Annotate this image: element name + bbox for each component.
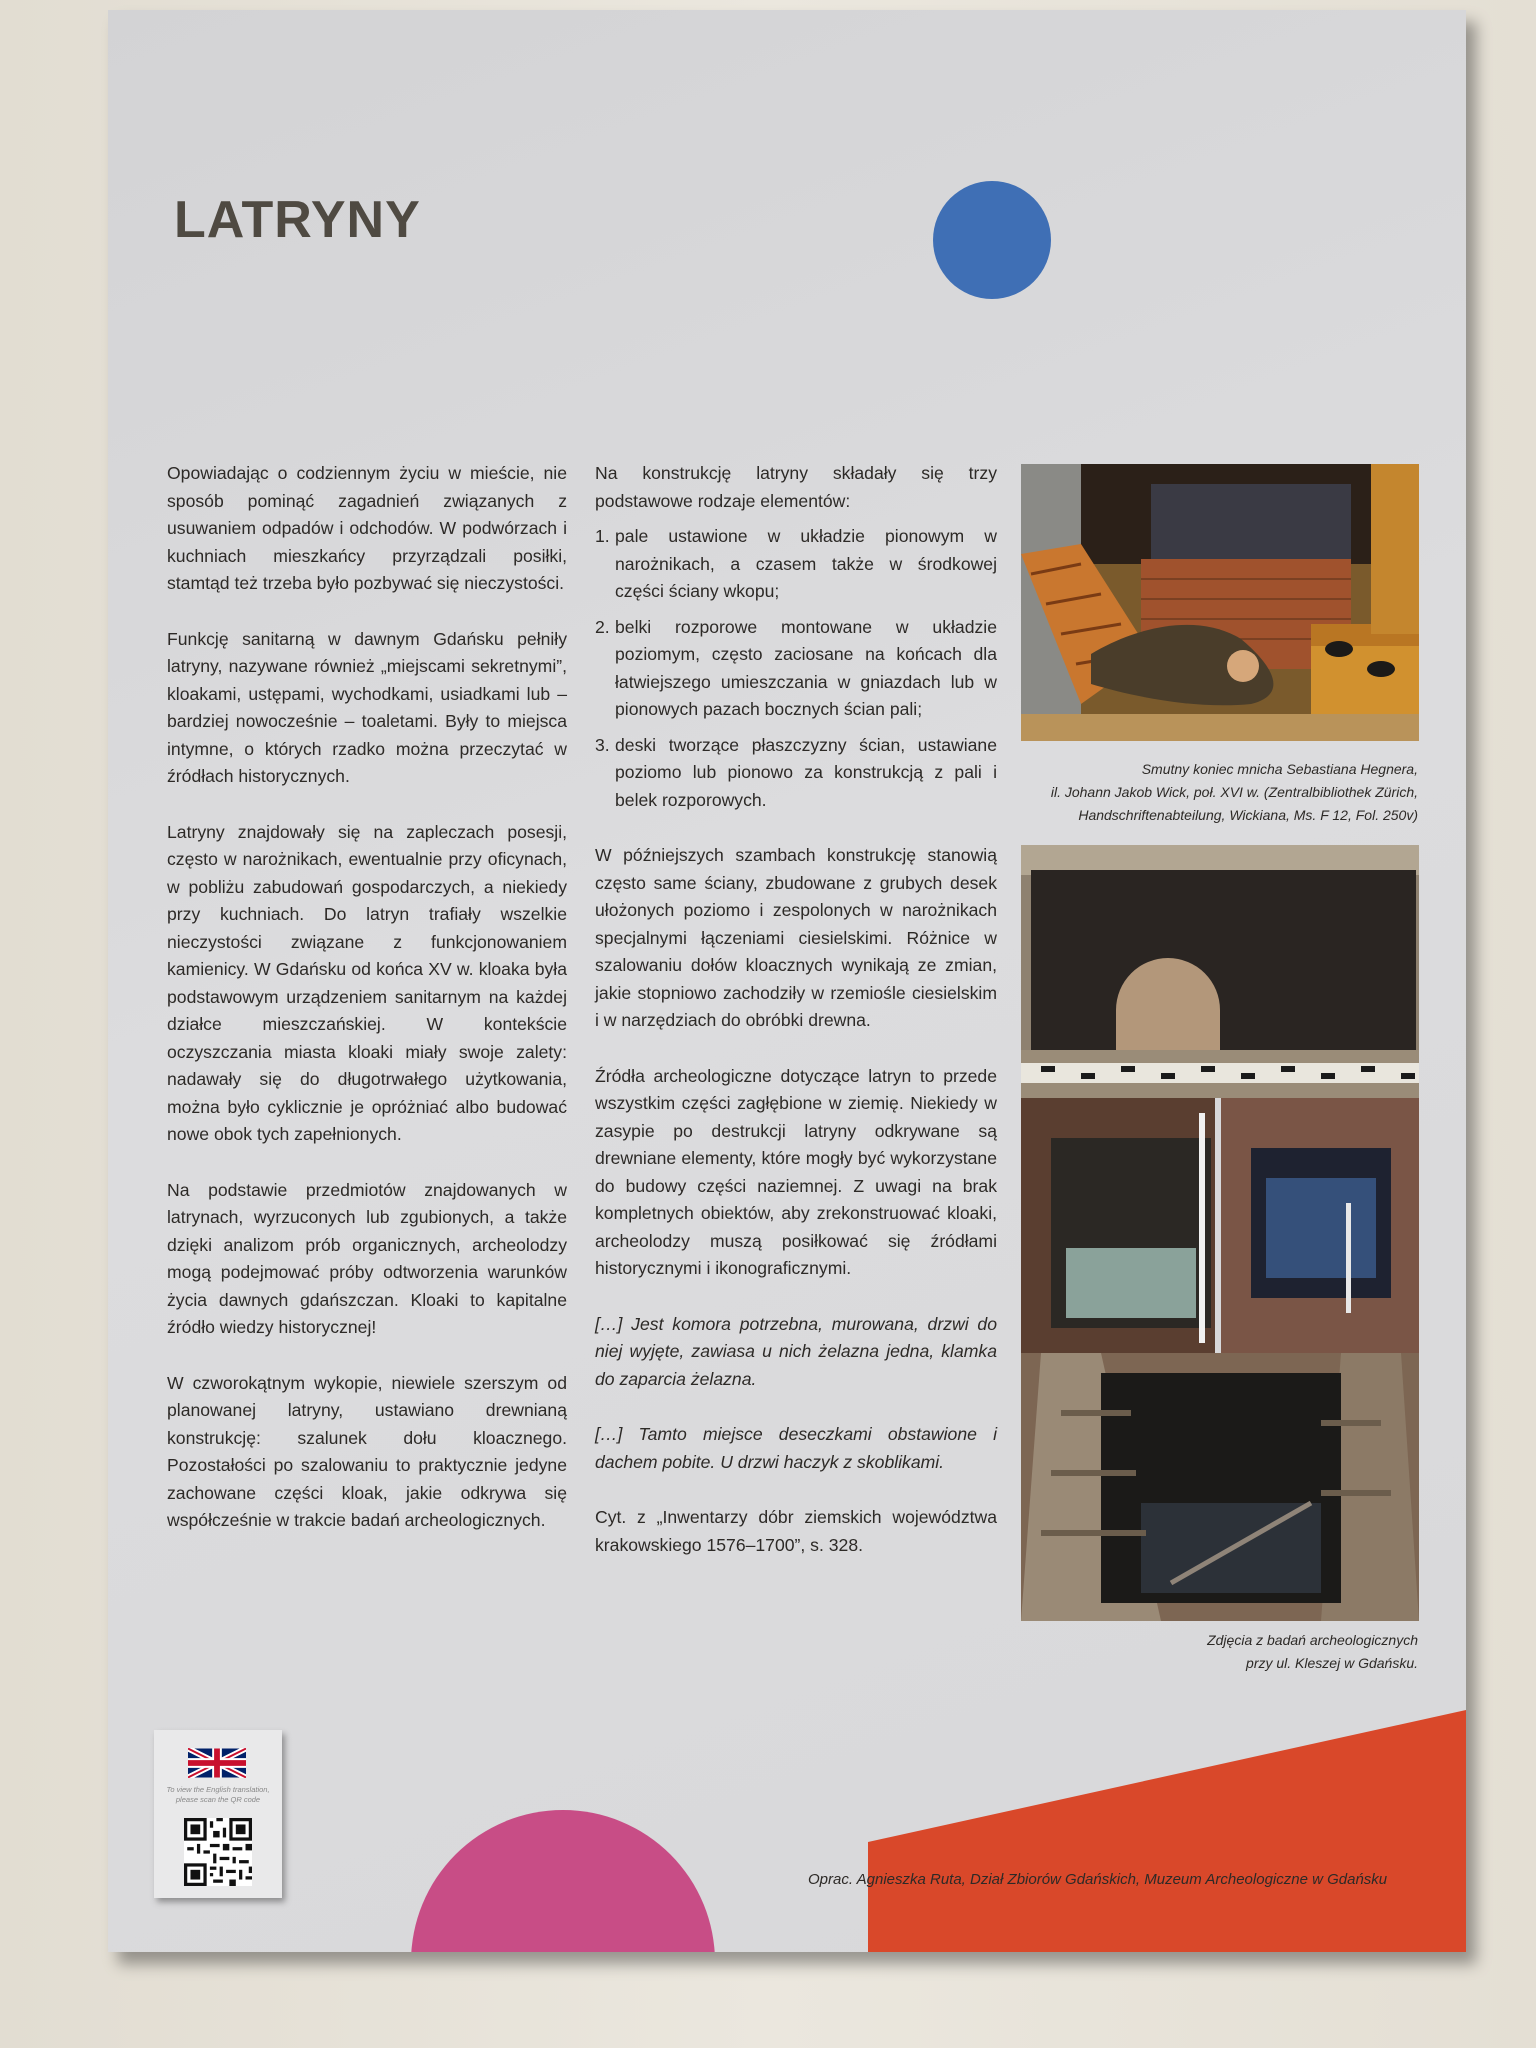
list-item xyxy=(595,732,997,815)
paragraph-intro: Opowiadając o codziennym życiu w mieście, nie sposób pominąć zagadnień związanych z usuwaniem odpadów i odchodów. W podwórzach i kuchniach mieszkańcy przyrządzali posiłki, stamtąd też trzeba było pozbywać się nieczystości. xyxy=(167,463,567,593)
paragraph-construction: W czworokątnym wykopie, niewiele szerszym od planowanej latryny, ustawiano drewnianą konstrukcję: szalunek dołu kloacznego. Pozostałości po szalowaniu to praktycznie jedyne zachowane części kloak, jakie odkrywa się współcześnie w trakcie badań archeologicznych. xyxy=(167,1372,567,1530)
list-item-number: 3. xyxy=(595,734,610,755)
caption-line: Zdjęcia z badań archeologicznych xyxy=(1207,1632,1418,1648)
english-translation-qr-card[interactable] xyxy=(154,1730,282,1898)
illustration-caption xyxy=(998,758,1418,827)
list-item-number: 2. xyxy=(595,616,610,637)
author-credit: Oprac. Agnieszka Ruta, Dział Zbiorów Gdańskich, Muzeum Archeologiczne w Gdańsku xyxy=(808,1871,1388,1888)
caption-line: Smutny koniec mnicha Sebastiana Hegnera, xyxy=(1141,761,1418,777)
qr-instruction-text xyxy=(158,1785,278,1805)
paragraph-location: Latryny znajdowały się na zapleczach posesji, często w narożnikach, ewentualnie przy oficynach, w pobliżu zabudowań gospodarczych, a niekiedy przy kuchniach. Do latryn trafiały wszelkie nieczystości związane z funkcjonowaniem kamienicy. W Gdańsku od końca XV w. kloaka była podstawowym urządzeniem sanitarnym na każdej działce mieszczańskiej. W kontekście oczyszczania miasta kloaki miały swoje zalety: nadawały się do długotrwałego użytkowania, można było cyklicznie je opróżniać albo budować nowe obok tych zapełnionych. xyxy=(167,821,567,1144)
historical-quote-2: […] Tamto miejsce deseczkami obstawione i dachem pobite. U drzwi haczyk z skoblikami. xyxy=(595,1424,997,1472)
qr-instruction-line: please scan the QR code xyxy=(175,1795,261,1804)
excavation-shaft-photo xyxy=(1021,1353,1419,1621)
historical-quote-1: […] Jest komora potrzebna, murowana, drzwi do niej wyjęte, zawiasa u nich żelazna jedna, klamka do zaparcia żelazna. xyxy=(595,1313,997,1389)
caption-line: il. Johann Jakob Wick, poł. XVI w. (Zentralbibliothek Zürich, xyxy=(1050,784,1418,800)
excavation-pits-photo xyxy=(1021,1098,1419,1353)
quote-citation: Cyt. z „Inwentarzy dóbr ziemskich województwa krakowskiego 1576–1700”, s. 328. xyxy=(595,1507,997,1555)
qr-code-icon[interactable] xyxy=(184,1818,252,1886)
paragraph-archaeology: Na podstawie przedmiotów znajdowanych w latrynach, wyrzuconych lub zgubionych, a także dzięki analizom prób organicznych, archeolodzy mogą podejmować próby odtworzenia warunków życia dawnych gdańszczan. Kloaki to kapitalne źródło wiedzy historycznej! xyxy=(167,1179,567,1337)
caption-line: przy ul. Kleszej w Gdańsku. xyxy=(1246,1655,1418,1671)
photos-caption xyxy=(998,1629,1418,1675)
text-column-left xyxy=(167,460,567,1563)
exhibition-board xyxy=(108,10,1466,1952)
qr-instruction-line: To view the English translation, xyxy=(166,1785,270,1794)
paragraph-later-cesspits: W późniejszych szambach konstrukcję stanowią często same ściany, zbudowane z grubych desek ułożonych poziomo i zespolonych w narożnikach specjalnymi łączeniami ciesielskimi. Różnice w szalowaniu dołów kloacznych wynikają ze zmian, jakie stopniowo zachodziły w rzemiośle ciesielskim i w narzędziach do obróbki drewna. xyxy=(595,845,997,1030)
excavation-plank-photo xyxy=(1021,845,1419,1098)
list-item xyxy=(595,614,997,724)
construction-elements-list xyxy=(595,523,997,814)
paragraph-sources: Źródła archeologiczne dotyczące latryn to przede wszystkim części zagłębione w ziemię. Niekiedy w zasypie po destrukcji latryny odkrywane są drewniane elementy, które mogły być wykorzystane do budowy części naziemnej. Z uwagi na brak kompletnych obiektów, aby zrekonstruować kloaki, archeolodzy muszą posiłkować się źródłami historycznymi i ikonograficznymi. xyxy=(595,1065,997,1278)
list-item-text: deski tworzące płaszczyzny ścian, ustawiane poziomo lub pionowo za konstrukcją z pali i belek rozporowych. xyxy=(615,734,997,810)
list-item-text: belki rozporowe montowane w układzie poziomym, często zaciosane na końcach dla łatwiejszego umieszczania w gniazdach lub w pionowych pazach bocznych ścian pali; xyxy=(615,616,997,719)
illustration-monk-image xyxy=(1021,464,1419,741)
page-title: LATRYNY xyxy=(174,191,421,249)
list-intro: Na konstrukcję latryny składały się trzy podstawowe rodzaje elementów: xyxy=(595,463,997,511)
text-column-middle xyxy=(595,460,997,1587)
paragraph-sanitary-function: Funkcję sanitarną w dawnym Gdańsku pełniły latryny, nazywane również „miejscami sekretnymi”, kloakami, ustępami, wychodkami, usiadkami lub – bardziej nowocześnie – toaletami. Były to miejsca intymne, o których rzadko można przeczytać w źródłach historycznych. xyxy=(167,628,567,786)
list-item-text: pale ustawione w układzie pionowym w narożnikach, a czasem także w środkowej części ściany wkopu; xyxy=(615,526,997,601)
list-item-number: 1. xyxy=(595,526,610,546)
list-item xyxy=(595,523,997,606)
blue-circle-decoration xyxy=(933,181,1051,299)
uk-flag-icon xyxy=(188,1748,246,1778)
caption-line: Handschriftenabteilung, Wickiana, Ms. F 12, Fol. 250v) xyxy=(1078,807,1418,823)
